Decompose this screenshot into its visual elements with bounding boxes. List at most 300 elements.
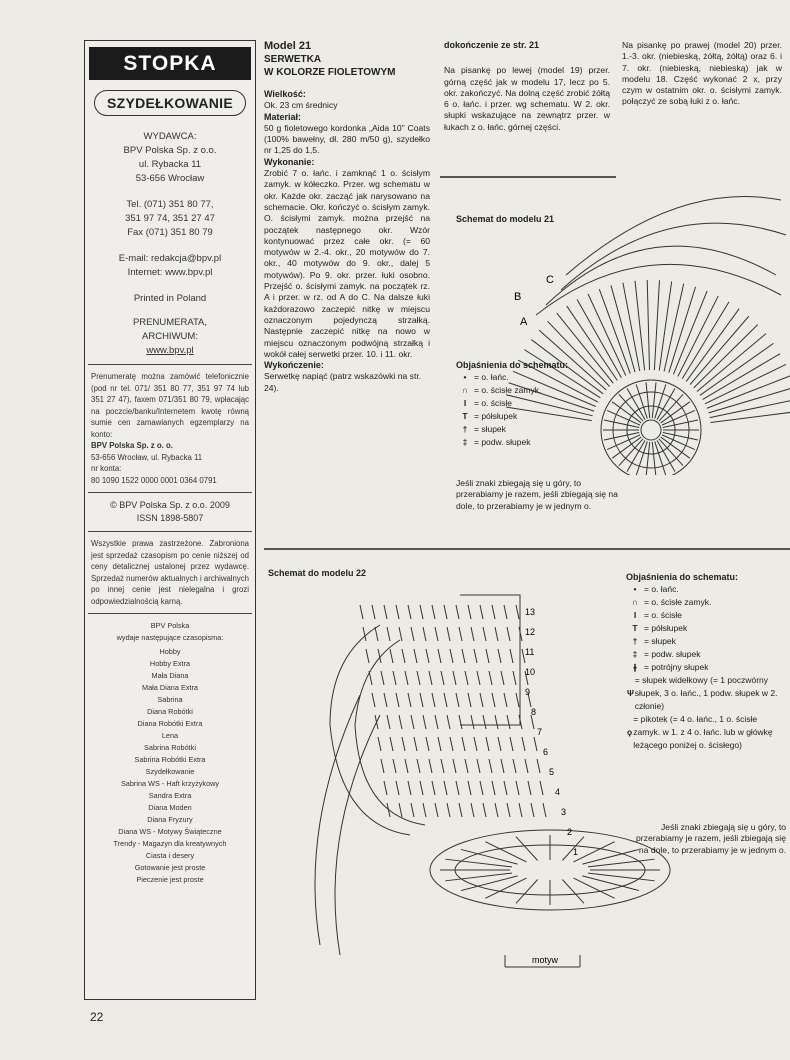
legend-row [456, 423, 601, 436]
legend-row [626, 674, 786, 713]
magazine-item: Szydełkowanie [145, 767, 195, 776]
stitch-mark [483, 627, 486, 641]
stitch-mark [477, 671, 480, 685]
stitch-mark [405, 671, 408, 685]
contact-block [85, 198, 255, 240]
stitch-mark [459, 803, 462, 817]
stitch-symbol-icon: † [632, 636, 638, 647]
stitch-mark [516, 781, 519, 795]
stitch-mark [426, 737, 429, 751]
legend-text: = podw. słupek [474, 437, 531, 448]
stitch-mark [528, 781, 531, 795]
legend-text: = pikotek (= 4 o. łańc., 1 o. ścisłe zamyk. w 1. z 4 o. łańc. lub w główkę leżącego poniżej o. ścisłego) [633, 714, 773, 751]
stitch-mark [486, 649, 489, 663]
stitch-symbol-icon: • [463, 372, 467, 383]
row-number: 2 [567, 827, 573, 837]
stitch-symbol-icon: ∩ [461, 385, 469, 396]
magazine-item: Diana Fryzury [147, 815, 193, 824]
continuation-left [444, 40, 610, 133]
subscription-link[interactable]: www.bpv.pl [146, 345, 194, 356]
model-article [264, 40, 430, 394]
stitch-mark [456, 781, 459, 795]
stitch-mark [393, 759, 396, 773]
stitch-mark [399, 627, 402, 641]
stitch-mark [531, 715, 534, 729]
schema21-legend-list [456, 371, 601, 449]
stitch-mark [495, 803, 498, 817]
stitch-mark [647, 280, 649, 370]
stitch-mark [426, 649, 429, 663]
legend-text: = o. łańc. [644, 584, 679, 595]
stitch-mark [646, 442, 650, 475]
stitch-mark [417, 671, 420, 685]
account-name: BPV Polska Sp. z o. o. [91, 441, 173, 450]
stitch-mark [423, 627, 426, 641]
stitch-mark [471, 803, 474, 817]
legend-row [626, 583, 786, 596]
legend-row [626, 609, 786, 622]
stitch-mark [396, 605, 399, 619]
stitch-symbol-icon: Ψ [626, 688, 634, 699]
magazine-item: Trendy - Magazyn dla kreatywnych [113, 839, 227, 848]
magazine-item: Diana Robótki Extra [137, 719, 203, 728]
magazine-item: Hobby Extra [149, 659, 191, 668]
schema21-legend-title: Objaśnienia do schematu: [456, 360, 569, 370]
diagram-arc [330, 625, 410, 835]
stitch-mark [420, 693, 423, 707]
schema21-label: A [520, 316, 528, 328]
publisher-city: 53-656 Wrocław [135, 173, 205, 184]
stitch-mark [435, 803, 438, 817]
stitch-mark [507, 803, 510, 817]
legend-row [626, 648, 786, 661]
page-number: 22 [90, 1010, 104, 1024]
stitch-mark [489, 671, 492, 685]
subscription-line-1: PRENUMERATA, [132, 317, 208, 328]
row-number: 9 [525, 687, 531, 697]
execution-label: Wykonanie: [264, 156, 315, 167]
stitch-mark [711, 411, 790, 422]
account-number: 80 1090 1522 0000 0001 0364 0791 [91, 475, 217, 485]
stitch-mark [525, 759, 528, 773]
stitch-mark [372, 605, 375, 619]
subscription-block [85, 316, 255, 358]
stitch-mark [387, 715, 390, 729]
stitch-mark [501, 759, 504, 773]
stitch-mark [471, 627, 474, 641]
stitch-mark [459, 715, 462, 729]
schema22-note: Jeśli znaki zbiegają się u góry, to przerabiamy je razem, jeśli zbiegają się na dole, to przerabiamy je w jednym o. [636, 822, 786, 855]
publisher-block [85, 130, 255, 186]
stitch-mark [486, 737, 489, 751]
stitch-mark [444, 693, 447, 707]
stitch-mark [504, 693, 507, 707]
stitch-mark [480, 781, 483, 795]
diagram-frame [460, 595, 520, 725]
stitch-mark [438, 649, 441, 663]
stitch-mark [700, 343, 773, 395]
stitch-mark [387, 627, 390, 641]
stitch-mark [480, 605, 483, 619]
row-number: 13 [525, 607, 536, 617]
legend-row [626, 661, 786, 674]
stitch-mark [375, 715, 378, 729]
magazine-item: Sabrina Robótki [144, 743, 196, 752]
stitch-mark [474, 737, 477, 751]
stitch-mark [652, 442, 656, 475]
stitch-mark [360, 605, 363, 619]
schema21-title-text: Schemat do modelu 21 [456, 214, 555, 224]
account-address: 53-656 Wrocław, ul. Rybacka 11 [91, 452, 203, 462]
stitch-mark [531, 803, 534, 817]
diagram-ring [601, 380, 701, 475]
stitch-mark [468, 605, 471, 619]
stitch-mark [492, 693, 495, 707]
stitch-mark [489, 759, 492, 773]
stitch-mark [574, 878, 615, 898]
stitch-mark [483, 715, 486, 729]
publisher-name: BPV Polska Sp. z o.o. [123, 145, 217, 156]
material-value: 50 g fioletowego kordonka „Aida 10” Coats (100% bawełny, dł. 280 m/50 g), szydełko nr 1,25 do 1,5. [264, 122, 430, 156]
schema21-label: C [546, 274, 554, 286]
stitch-mark [513, 759, 516, 773]
publisher-label: WYDAWCA: [143, 131, 197, 142]
schema22-legend-list [626, 583, 786, 752]
stitch-mark [450, 737, 453, 751]
divider [264, 548, 790, 550]
legend-row [626, 713, 786, 752]
stitch-mark [654, 280, 659, 370]
legend-row [626, 635, 786, 648]
stitch-mark [408, 781, 411, 795]
stitch-mark [480, 693, 483, 707]
legend-text: = podw. słupek [644, 649, 701, 660]
legend-text: = o. ścisłe zamyk. [474, 385, 542, 396]
stitch-mark [384, 693, 387, 707]
stitch-mark [399, 715, 402, 729]
stitch-mark [393, 671, 396, 685]
row-number: 11 [525, 647, 535, 657]
stitch-mark [537, 759, 540, 773]
account-label: nr konta: [91, 464, 122, 473]
magazine-item: Gotowanie jest proste [134, 863, 206, 872]
legend-row [456, 397, 601, 410]
row-number: 8 [531, 707, 537, 717]
stitch-mark [504, 605, 507, 619]
stitch-mark [663, 432, 698, 439]
magazine-item: Diana Robótki [147, 707, 193, 716]
imprint-title: STOPKA [89, 47, 251, 80]
stitch-mark [396, 693, 399, 707]
stitch-mark [390, 649, 393, 663]
stitch-symbol-icon: T [632, 623, 638, 634]
stitch-mark [562, 880, 584, 904]
stitch-mark [510, 649, 513, 663]
stitch-mark [468, 693, 471, 707]
stitch-mark [444, 605, 447, 619]
stitch-mark [447, 803, 450, 817]
stitch-mark [408, 693, 411, 707]
stitch-mark [495, 627, 498, 641]
divider [440, 176, 616, 178]
email: E-mail: redakcja@bpv.pl [118, 253, 222, 264]
magazine-item: Sabrina Robótki Extra [134, 755, 206, 764]
stitch-mark [492, 781, 495, 795]
continuation-head: dokończenie ze str. 21 [444, 40, 540, 50]
stitch-mark [604, 420, 639, 427]
stitch-symbol-icon: ⫳ [633, 662, 637, 673]
stitch-mark [408, 605, 411, 619]
legend-row [456, 410, 601, 423]
stitch-mark [372, 693, 375, 707]
stitch-mark [495, 715, 498, 729]
schema22-diagram [300, 575, 683, 975]
legend-text: = potrójny słupek [644, 662, 709, 673]
stitch-mark [381, 759, 384, 773]
order-text: Prenumeratę można zamówić telefonicznie (pod nr tel. 071/ 351 80 77, 351 97 74 lub 351 27 47), faxem 071/351 80 79, wpłacając na poczcie/banku/Internetem kwotę równą sumie cen zamawianych egzemplarzy na konto: [91, 372, 249, 439]
stitch-mark [414, 649, 417, 663]
magazine-item: Sabrina [157, 695, 183, 704]
row-number: 10 [525, 667, 536, 677]
magazine-item: Sandra Extra [148, 791, 192, 800]
stitch-mark [462, 737, 465, 751]
row-number: 3 [561, 807, 567, 817]
legend-text: = o. ścisłe [474, 398, 513, 409]
stitch-mark [384, 781, 387, 795]
stitch-mark [423, 803, 426, 817]
magazine-item: Sabrina WS - Haft krzyżykowy [120, 779, 220, 788]
magazine-item: Diana WS - Motywy Świąteczne [118, 827, 222, 836]
printed-in: Printed in Poland [133, 293, 207, 304]
stitch-mark [516, 693, 519, 707]
stitch-mark [411, 715, 414, 729]
stitch-mark [417, 759, 420, 773]
legend-text: = słupek widełkowy (= 1 poczwórny słupek, 3 o. łańc., 1 podw. słupek w 2. członie) [634, 675, 778, 712]
stitch-mark [465, 671, 468, 685]
size-label: Wielkość: [264, 89, 306, 99]
continuation-left-text: Na pisankę po lewej (model 19) przer. górną część jak w modelu 17, lecz po 5. okr. zakończyć. Na dolną część zrobić żółtą 6 o. łańc. i przer. wg schematu. W 2. okr. słupki wskazujące na zewnątrz przer. w łukach z o. łańc. górnej części. [444, 65, 610, 132]
stitch-mark [396, 781, 399, 795]
stitch-mark [429, 759, 432, 773]
stitch-mark [456, 693, 459, 707]
issn: ISSN 1898-5807 [136, 513, 204, 523]
stitch-mark [450, 649, 453, 663]
stitch-mark [420, 781, 423, 795]
material-label: Materiał: [264, 111, 302, 122]
stitch-mark [441, 759, 444, 773]
stitch-mark [390, 737, 393, 751]
stitch-mark [663, 420, 698, 427]
stitch-mark [381, 671, 384, 685]
row-number: 4 [555, 787, 561, 797]
diagram-ring [641, 420, 661, 440]
stitch-mark [462, 649, 465, 663]
stitch-mark [402, 649, 405, 663]
magazine-item: Mała Diana Extra [142, 683, 198, 692]
publisher-street: ul. Rybacka 11 [138, 159, 202, 170]
stitch-mark [402, 737, 405, 751]
finish-value: Serwetkę napiąć (patrz wskazówki na str. 24). [264, 371, 422, 393]
internet: Internet: www.bpv.pl [127, 267, 213, 278]
stitch-mark [405, 759, 408, 773]
row-number: 1 [573, 847, 579, 857]
model-subtitle-1: SERWETKA [264, 54, 322, 65]
brand-logo: SZYDEŁKOWANIE [94, 90, 246, 116]
stitch-mark [471, 715, 474, 729]
stitch-mark [411, 627, 414, 641]
stitch-mark [492, 605, 495, 619]
legend-row [456, 371, 601, 384]
magazine-item: Hobby [159, 647, 181, 656]
stitch-symbol-icon: ϙ [627, 727, 633, 738]
stitch-mark [504, 781, 507, 795]
schema22-legend [626, 572, 786, 752]
stitch-mark [516, 880, 538, 904]
stitch-mark [710, 399, 790, 418]
stitch-mark [516, 605, 519, 619]
stitch-mark [468, 781, 471, 795]
publications-title-1: BPV Polska [150, 621, 190, 630]
stitch-mark [664, 284, 684, 372]
stitch-mark [429, 671, 432, 685]
copyright: © BPV Polska Sp. z o.o. 2009 [110, 500, 230, 510]
legend-text: = półsłupek [644, 623, 688, 634]
divider [88, 492, 252, 493]
magazine-item: Lena [161, 731, 179, 740]
stitch-mark [498, 737, 501, 751]
diagram-arc [355, 640, 425, 825]
stitch-mark [414, 737, 417, 751]
stitch-mark [432, 693, 435, 707]
stitch-mark [456, 605, 459, 619]
row-number: 12 [525, 627, 536, 637]
stitch-mark [477, 759, 480, 773]
stitch-mark [507, 627, 510, 641]
stitch-mark [423, 715, 426, 729]
model-subtitle-2: W KOLORZE FIOLETOWYM [264, 67, 396, 78]
stitch-mark [678, 296, 718, 376]
stitch-mark [534, 737, 537, 751]
schema21-legend [456, 360, 601, 449]
stitch-symbol-icon: ‡ [462, 437, 468, 448]
stitch-mark [574, 842, 615, 862]
schema22-title-text: Schemat do modelu 22 [268, 568, 367, 578]
schema21-note: Jeśli znaki zbiegają się u góry, to przerabiamy je razem, jeśli zbiegają się na dole, to przerabiamy je w jednym o. [456, 478, 618, 511]
stitch-mark [519, 803, 522, 817]
stitch-mark [507, 715, 510, 729]
stitch-symbol-icon: ‡ [632, 649, 638, 660]
model-title: Model 21 [264, 40, 312, 52]
magazine-item: Mała Diana [151, 671, 189, 680]
stitch-mark [366, 649, 369, 663]
subscription-line-2: ARCHIWUM: [142, 331, 198, 342]
stitch-mark [513, 671, 516, 685]
stitch-mark [652, 382, 656, 418]
stitch-mark [369, 671, 372, 685]
legend-text: = półsłupek [474, 411, 518, 422]
legend-text: = słupek [644, 636, 676, 647]
diagram-arc [566, 197, 781, 275]
stitch-mark [432, 781, 435, 795]
continuation-right-text: Na pisankę po prawej (model 20) przer. 1.-3. okr. (niebieską, żółtą, żółtą) oraz 6. i 7. okr. (niebieską, niebieską) jak w modelu 18. Część wykonać 2 x, przy czym w ostatnim okr. o. ścisłymi zamyk. połączyć ze sobą łuki z o. łańc. [622, 40, 782, 107]
stitch-symbol-icon: • [633, 584, 637, 595]
stitch-mark [516, 837, 538, 861]
legend-row [456, 384, 601, 397]
legend-text: = o. ścisłe [644, 610, 683, 621]
stitch-mark [501, 671, 504, 685]
diagram-arc [546, 246, 776, 305]
stitch-mark [420, 605, 423, 619]
divider [88, 364, 252, 365]
stitch-mark [453, 671, 456, 685]
stitch-mark [435, 627, 438, 641]
legend-text: = o. ścisłe zamyk. [644, 597, 712, 608]
legend-text: = słupek [474, 424, 506, 435]
stitch-symbol-icon: I [633, 610, 637, 621]
stitch-mark [659, 281, 671, 370]
stitch-mark [483, 803, 486, 817]
execution-value: Zrobić 7 o. łańc. i zamknąć 1 o. ścisłym zamyk. w kółeczko. Przer. wg schematu w okr. Każde okr. zacząć jak narysowano na schemacie. Okr. kończyć o. ścisłym zamyk. O. ścisłymi zamyk. można przejść na początek następnego okr. Wzór kontynuować przez całe okr. (= 60 motywów w 2.-4. okr., 20 motywów do 7. okr., 40 motywów do 9. okr., dalej 5 motywów). Po 9. okr. przer. łuki osobno. Przejść o. ścisłymi zamyk. na początek rz. A i przer. w rz. od A do C. Na dalsze łuki każdorazowo zaczepić nitkę w miejscu oznaczonym pojedynczą strzałką. Następnie zaczepić nitkę na nowo w miejscu oznaczonym podwójną strzałką i wokół całej serwetki przer. 10. i 11. okr. [264, 168, 430, 359]
schema21-label: B [514, 291, 522, 303]
finish-label: Wykończenie: [264, 360, 324, 371]
size-value: Ok. 23 cm średnicy [264, 100, 338, 111]
stitch-mark [441, 671, 444, 685]
stitch-symbol-icon: I [463, 398, 467, 409]
row-number: 6 [543, 747, 549, 757]
stitch-mark [498, 649, 501, 663]
rights-text: Wszystkie prawa zastrzeżone. Zabroniona jest sprzedaż czasopism po cenie niższej od ceny detalicznej ustalonej przez wydawcę. Sprzedaż numerów aktualnych i archiwalnych po innej cenie jest nielegalna i grozi odpowiedzialnością karną. [91, 539, 249, 606]
stitch-mark [522, 737, 525, 751]
stitch-mark [510, 737, 513, 751]
stitch-mark [447, 715, 450, 729]
stitch-mark [635, 281, 645, 370]
stitch-mark [399, 803, 402, 817]
divider [88, 613, 252, 614]
stitch-mark [705, 364, 786, 403]
stitch-mark [363, 627, 366, 641]
stitch-mark [447, 627, 450, 641]
schema22-legend-title: Objaśnienia do schematu: [626, 572, 739, 582]
online-block [85, 252, 255, 280]
legend-row [626, 622, 786, 635]
stitch-mark [435, 715, 438, 729]
stitch-symbol-icon: ∩ [631, 597, 639, 608]
stitch-mark [485, 842, 526, 862]
stitch-mark [604, 432, 639, 439]
magazine-item: Diana Moden [148, 803, 192, 812]
continuation-right [622, 40, 782, 108]
stitch-mark [444, 781, 447, 795]
stitch-mark [694, 325, 758, 388]
stitch-mark [543, 803, 546, 817]
magazine-item: Ciasta i desery [145, 851, 195, 860]
publications-title-2: wydaje następujące czasopisma: [116, 633, 224, 642]
legend-row [456, 436, 601, 449]
stitch-mark [438, 737, 441, 751]
row-number: 5 [549, 767, 555, 777]
stitch-mark [384, 605, 387, 619]
fax: Fax (071) 351 80 79 [127, 227, 213, 238]
motif-label: motyw [532, 955, 559, 965]
stitch-mark [646, 382, 650, 418]
diagram-arc [315, 695, 360, 945]
stitch-symbol-icon: † [462, 424, 468, 435]
stitch-symbol-icon: T [462, 411, 468, 422]
phone-2: 351 97 74, 351 27 47 [125, 213, 215, 224]
stitch-mark [378, 737, 381, 751]
legend-row [626, 596, 786, 609]
stitch-mark [411, 803, 414, 817]
